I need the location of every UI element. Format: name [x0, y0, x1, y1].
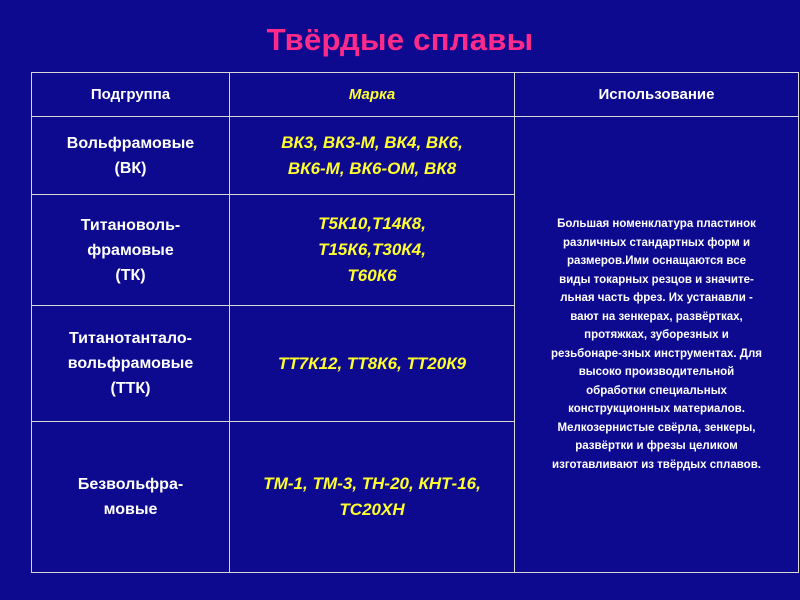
table-header-row: [32, 73, 799, 117]
subgroup-cell: [32, 422, 230, 573]
subgroup-line: вольфрамовые: [67, 355, 194, 372]
subgroup-line: фрамовые: [87, 241, 174, 259]
subgroup-cell: [32, 195, 230, 306]
grade-line: Т5К10,Т14К8,: [318, 214, 426, 233]
alloys-table: [31, 72, 799, 573]
usage-cell: [515, 117, 799, 573]
subgroup-line: Безвольфра-: [77, 476, 184, 493]
grade-cell: [230, 422, 515, 573]
usage-line: льная часть фрез. Их устанавли -: [560, 292, 753, 304]
grade-cell: [230, 195, 515, 306]
usage-line: изготавливают из твёрдых сплавов.: [552, 458, 761, 471]
grade-line: Т60К6: [347, 266, 397, 285]
header-grade: Марка: [230, 73, 515, 117]
usage-line: Мелкозернистые свёрла, зенкеры,: [557, 421, 756, 434]
grade-cell: [230, 306, 515, 422]
grade-line: ВК6-М, ВК6-ОМ, ВК8: [287, 158, 457, 178]
usage-line: обработки специальных: [586, 384, 727, 397]
subgroup-cell: [32, 117, 230, 195]
subgroup-line: (ТК): [115, 266, 146, 284]
usage-line: различных стандартных форм и: [562, 236, 751, 249]
grade-line: ТТ7К12, ТТ8К6, ТТ20К9: [277, 353, 467, 373]
usage-line: развёртки и фрезы целиком: [575, 440, 738, 452]
usage-line: вают на зенкерах, развёртках,: [570, 310, 743, 323]
grade-line: Т15К6,Т30К4,: [318, 240, 426, 259]
subgroup-line: мовые: [103, 501, 158, 518]
subgroup-line: (ВК): [114, 159, 147, 177]
usage-line: резьбонаре-зных инструментах. Для: [550, 347, 763, 360]
subgroup-cell: [32, 306, 230, 422]
table-row: [32, 117, 799, 195]
header-usage: Использование: [515, 73, 799, 117]
usage-line: Большая номенклатура пластинок: [557, 218, 756, 230]
subgroup-line: Титанотантало-: [69, 330, 192, 347]
usage-line: виды токарных резцов и значите-: [559, 273, 754, 286]
header-subgroup: Подгруппа: [32, 73, 230, 117]
grade-cell: [230, 117, 515, 195]
usage-line: размеров.Ими оснащаются все: [567, 255, 746, 267]
usage-line: высоко производительной: [578, 366, 735, 378]
subgroup-line: (ТТК): [110, 380, 151, 397]
grade-line: ТМ-1, ТМ-3, ТН-20, КНТ-16,: [263, 474, 481, 493]
grade-line: ТС20ХН: [339, 500, 405, 519]
usage-line: протяжках, зуборезных и: [584, 329, 729, 341]
usage-line: конструкционных материалов.: [568, 403, 745, 415]
grade-line: ВК3, ВК3-М, ВК4, ВК6,: [281, 132, 463, 152]
page-title: Твёрдые сплавы: [266, 22, 534, 57]
subgroup-line: Титановоль-: [80, 216, 181, 234]
subgroup-line: Вольфрамовые: [66, 134, 195, 152]
